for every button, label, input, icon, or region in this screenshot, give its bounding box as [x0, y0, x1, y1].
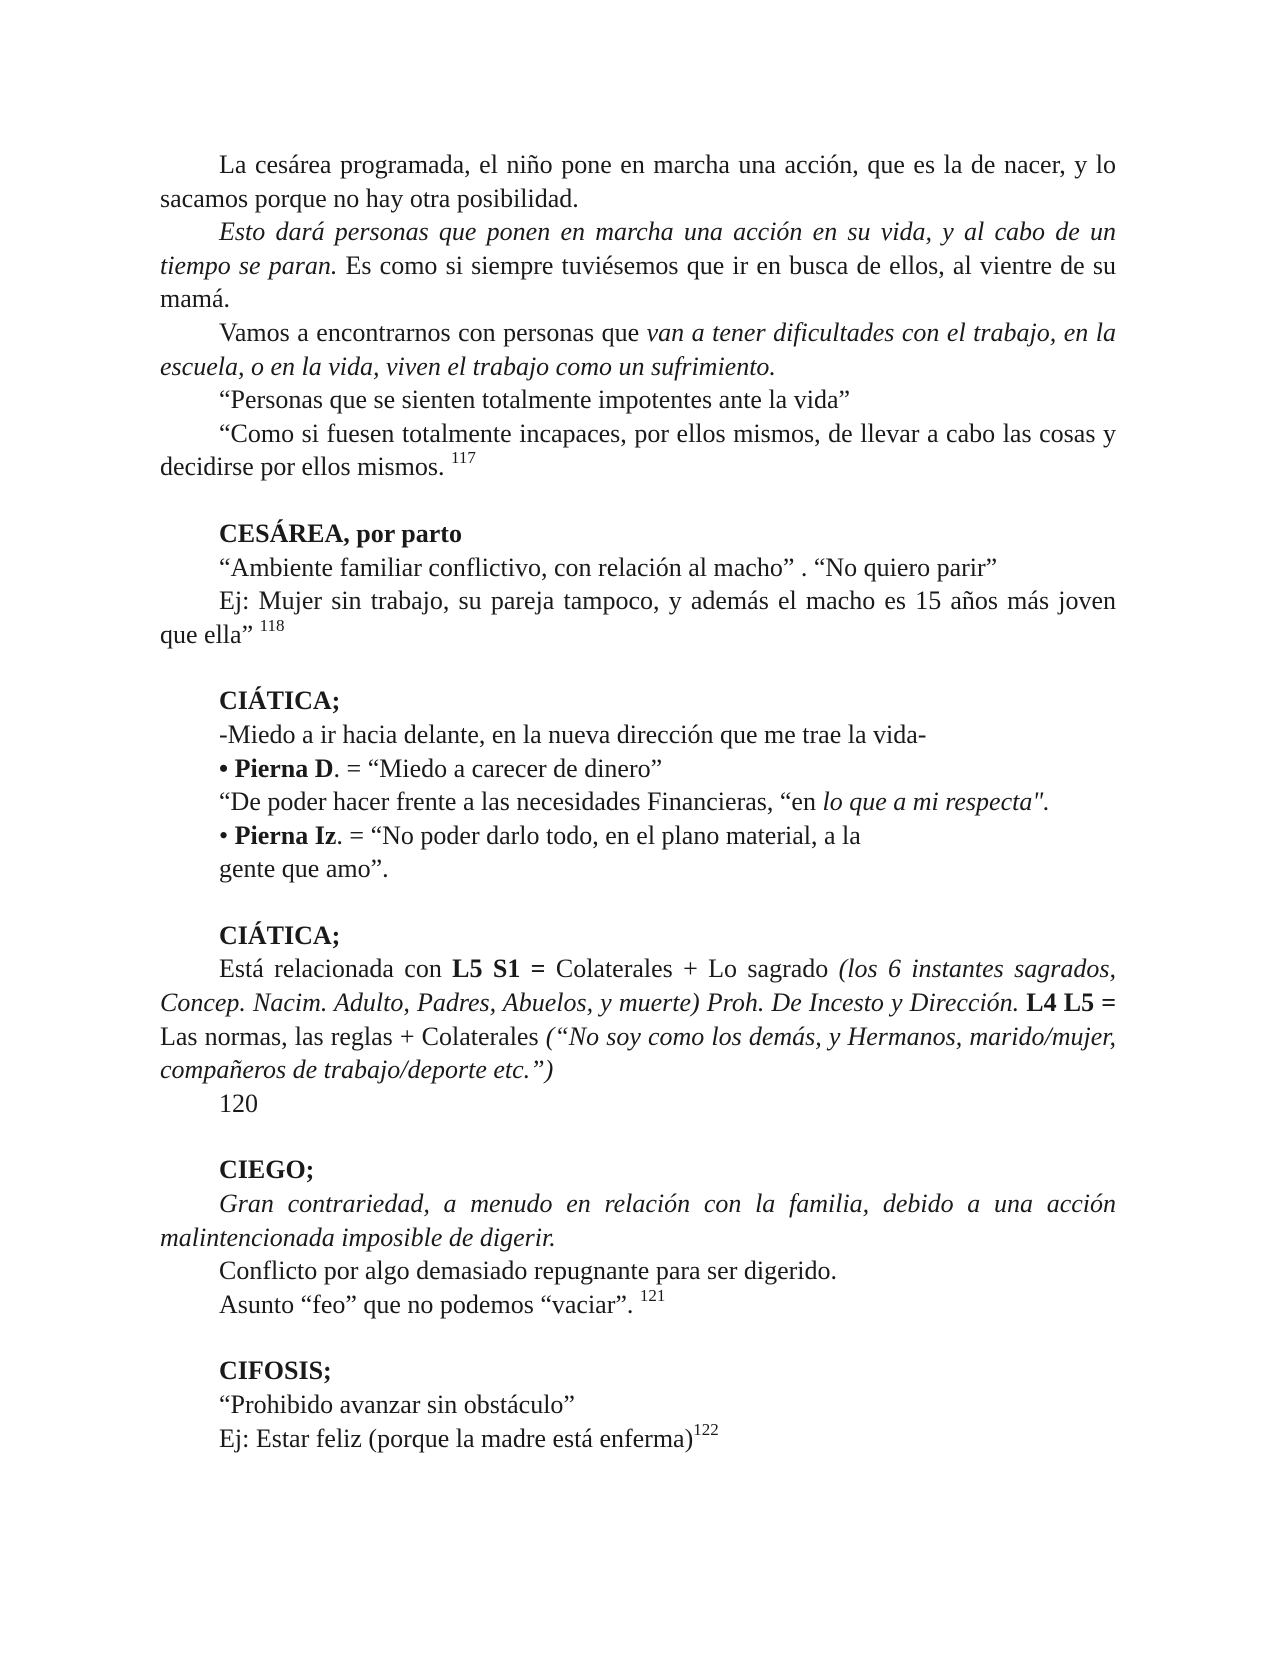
- ciatica-line-3: [160, 785, 1116, 819]
- bold-text: L4 L5 =: [1026, 988, 1117, 1018]
- paragraph-text: Vamos a encontrarnos con personas que: [219, 317, 647, 347]
- paragraph-text: Colaterales + Lo sagrado: [545, 954, 839, 984]
- italic-text: van a tener dificultades con el trabajo, en la escuela, o en la vida, viven el trabajo como un sufrimiento.: [160, 317, 1116, 381]
- bullet-icon: •: [219, 820, 235, 850]
- italic-text: lo que a mi respecta".: [822, 787, 1050, 817]
- heading-ciego: CIEGO;: [219, 1155, 315, 1185]
- footnote-ref: 122: [693, 1419, 719, 1439]
- bold-text: Pierna Iz: [234, 820, 337, 850]
- bullet-pierna-iz: [160, 819, 1116, 853]
- italic-text: Esto dará personas que ponen en marcha una acción en su vida, y al cabo de un tiempo se paran.: [160, 217, 1116, 280]
- italic-text: (“No soy como los demás, y Hermanos, marido/mujer, compañeros de trabajo/deporte etc.”): [160, 1021, 1116, 1085]
- paragraph-text: Ej: Mujer sin trabajo, su pareja tampoco, y además el macho es 15 años más joven que ella”: [160, 586, 1116, 649]
- bold-text: Pierna D: [234, 753, 334, 783]
- ciego-line-2: [160, 1254, 1116, 1288]
- paragraph-difficulties: [160, 316, 1116, 383]
- ciego-line-1: [160, 1187, 1116, 1254]
- paragraph-text: Ej: Estar feliz (porque la madre está enferma): [219, 1423, 694, 1453]
- paragraph-text: Es como si siempre tuviésemos que ir en busca de ellos, al vientre de su mamá.: [160, 250, 1116, 314]
- bullet-icon: •: [219, 753, 235, 783]
- paragraph-text: . = “Miedo a carecer de dinero”: [333, 753, 663, 783]
- ciatica-line-1: [160, 718, 1116, 752]
- quote-impotentes: [160, 383, 1116, 417]
- quote-text: “Como si fuesen totalmente incapaces, por ellos mismos, de llevar a cabo las cosas y decidirse por ellos mismos.: [160, 418, 1116, 482]
- paragraph-cesarea-programada: [160, 148, 1116, 215]
- paragraph-text: La cesárea programada, el niño pone en marcha una acción, que es la de nacer, y lo sacamos porque no hay otra posibilidad.: [160, 150, 1116, 213]
- bold-text: L5 S1 =: [452, 954, 546, 984]
- cifosis-line-1: [160, 1388, 1116, 1422]
- ciatica-vertebrae-paragraph: [160, 952, 1116, 1086]
- footnote-ref: 118: [259, 615, 285, 635]
- paragraph-text: Está relacionada con: [219, 954, 453, 984]
- footnote-ref: 117: [451, 448, 476, 468]
- cifosis-line-2: [160, 1419, 1116, 1456]
- quote-text: “Personas que se sienten totalmente impotentes ante la vida”: [219, 385, 851, 415]
- italic-text: Gran contrariedad, a menudo en relación con la familia, debido a una acción malintencionada imposible de digerir.: [160, 1189, 1116, 1252]
- paragraph-text: . = “No poder darlo todo, en el plano material, a la: [336, 820, 861, 850]
- ciego-line-3: [160, 1285, 1116, 1322]
- cesarea-line-1: [160, 551, 1116, 585]
- paragraph-text: “Ambiente familiar conflictivo, con relación al macho” . “No quiero parir”: [219, 552, 998, 582]
- paragraph-text: “De poder hacer frente a las necesidades Financieras, “en: [219, 787, 823, 817]
- heading-cifosis: CIFOSIS;: [219, 1356, 332, 1386]
- paragraph-text: -Miedo a ir hacia delante, en la nueva dirección que me trae la vida-: [219, 719, 927, 749]
- heading-cesarea-parto: CESÁREA, por parto: [219, 518, 462, 548]
- cesarea-line-2: [160, 584, 1116, 651]
- paragraph-text: Asunto “feo” que no podemos “vaciar”.: [219, 1289, 640, 1319]
- paragraph-text: gente que amo”.: [219, 854, 389, 884]
- paragraph-consequences: [160, 215, 1116, 316]
- paragraph-text: Conflicto por algo demasiado repugnante para ser digerido.: [219, 1256, 838, 1286]
- italic-text: (los 6 instantes sagrados, Concep. Nacim. Adulto, Padres, Abuelos, y muerte) Proh. De Incesto y Dirección.: [160, 954, 1116, 1018]
- bullet-pierna-iz-continuation: [160, 852, 1116, 886]
- quote-incapaces: [160, 417, 1116, 484]
- quote-text: “Prohibido avanzar sin obstáculo”: [219, 1390, 575, 1419]
- document-page: [160, 148, 1116, 1455]
- footnote-ref: 120: [219, 1088, 258, 1118]
- heading-ciatica-1: CIÁTICA;: [219, 686, 341, 716]
- paragraph-text: Las normas, las reglas + Colaterales: [160, 1021, 546, 1051]
- heading-ciatica-2: CIÁTICA;: [219, 920, 341, 950]
- ciatica-ref: [160, 1087, 1116, 1121]
- bullet-pierna-d: [160, 752, 1116, 786]
- footnote-ref: 121: [639, 1285, 666, 1305]
